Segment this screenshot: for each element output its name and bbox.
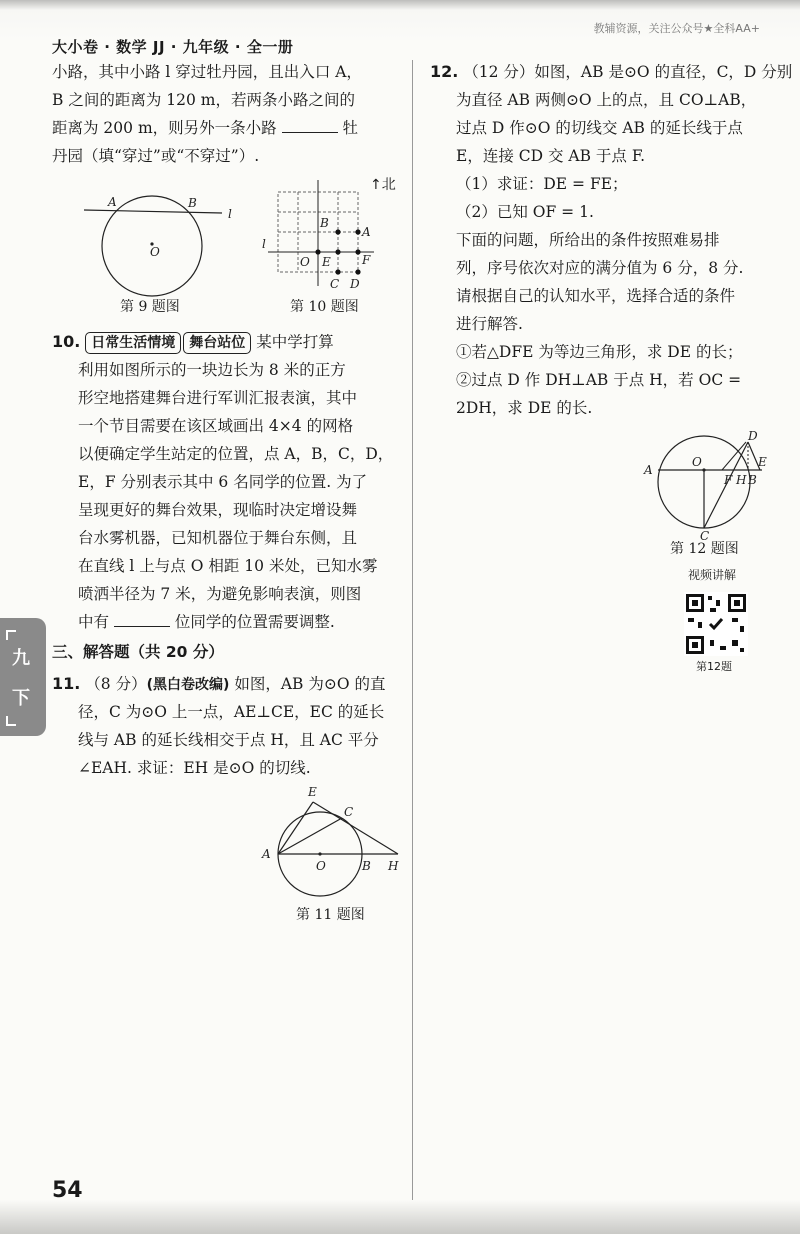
q10-line-8: 台水雾机器，已知机器位于舞台东侧，且 bbox=[78, 529, 358, 547]
q10-line-9: 在直线 l 上与点 O 相距 10 米处，已知水雾 bbox=[78, 557, 378, 575]
fig10-label-A: A bbox=[362, 225, 371, 239]
fig9-label-l: l bbox=[228, 207, 232, 221]
q10-line-4: 一个节目需要在该区域画出 4×4 的网格 bbox=[78, 417, 354, 435]
q11-line-1 bbox=[52, 670, 404, 698]
q10-number: 10. bbox=[52, 332, 81, 351]
answer-blank[interactable] bbox=[282, 118, 338, 133]
fig12-label-C: C bbox=[700, 529, 710, 540]
fig11-label-E: E bbox=[308, 785, 317, 799]
fig11-label-C: C bbox=[344, 805, 354, 819]
q12-line-1-text: （12 分）如图，AB 是⊙O 的直径，C，D 分别 bbox=[463, 63, 793, 81]
fig10-label-l: l bbox=[262, 237, 266, 251]
qr-code-icon[interactable] bbox=[684, 592, 748, 656]
q11-line-4: ∠EAH. 求证：EH 是⊙O 的切线. bbox=[78, 759, 311, 777]
q12-line-4: E，连接 CD 交 AB 于点 F. bbox=[456, 147, 646, 165]
fig10-label-B: B bbox=[320, 216, 329, 230]
q12-line-1 bbox=[430, 58, 793, 86]
q9-continuation bbox=[52, 58, 404, 170]
q10-line-11-end: 位同学的位置需要调整. bbox=[174, 613, 335, 631]
q9-line-2: B 之间的距离为 120 m，若两条小路之间的 bbox=[52, 91, 355, 109]
q10-tag-context: 日常生活情境 bbox=[85, 332, 181, 354]
fig12-label-D: D bbox=[748, 430, 758, 443]
fig10-label-O: O bbox=[300, 255, 310, 269]
fig9-caption: 第 9 题图 bbox=[120, 299, 180, 315]
fig12-label-F: F bbox=[724, 473, 733, 487]
section-3-heading: 三、解答题（共 20 分） bbox=[52, 643, 224, 661]
q10-line-1-text: 某中学打算 bbox=[256, 333, 334, 351]
q10-line-6: E，F 分别表示其中 6 名同学的位置. 为了 bbox=[78, 473, 368, 491]
grade-side-tab bbox=[0, 618, 46, 736]
fig10-label-E: E bbox=[322, 255, 331, 269]
qr-label: 第12题 bbox=[696, 660, 732, 673]
fig12-label-O: O bbox=[692, 455, 702, 469]
fig11-label-A: A bbox=[262, 847, 271, 861]
q9-line-1: 小路，其中小路 l 穿过牡丹园，且出入口 A， bbox=[52, 63, 362, 81]
fig12-label-A: A bbox=[644, 463, 653, 477]
q9-line-3-text: 距离为 200 m，则另外一条小路 bbox=[52, 119, 277, 137]
fig9-label-A: A bbox=[108, 195, 117, 209]
fig10-label-F: F bbox=[362, 253, 371, 267]
fig9-label-O: O bbox=[150, 245, 160, 259]
q11-line-2: 径，C 为⊙O 上一点，AE⊥CE，EC 的延长 bbox=[78, 703, 385, 721]
fig12-label-H: H bbox=[736, 473, 747, 487]
question-12 bbox=[430, 58, 793, 422]
q9-line-3-end: 牡 bbox=[342, 119, 359, 137]
question-10 bbox=[52, 328, 404, 666]
bracket-bottom-icon bbox=[6, 716, 16, 726]
video-label: 视频讲解 bbox=[688, 568, 737, 582]
q12-line-5: （1）求证：DE = FE； bbox=[456, 175, 628, 193]
question-11 bbox=[52, 670, 404, 782]
q11-number: 11. bbox=[52, 674, 81, 693]
fig10-label-C: C bbox=[330, 277, 340, 291]
fig9-label-B: B bbox=[188, 196, 197, 210]
q12-line-12: ②过点 D 作 DH⊥AB 于点 H，若 OC = bbox=[456, 371, 742, 389]
north-indicator: ↑北 bbox=[370, 177, 396, 193]
figure-12 bbox=[634, 430, 774, 540]
q9-line-3 bbox=[52, 114, 404, 142]
q12-line-7: 下面的问题，所给出的条件按照难易排 bbox=[456, 231, 720, 249]
q12-number: 12. bbox=[430, 62, 459, 81]
fig11-label-B: B bbox=[362, 859, 371, 873]
q10-line-10: 喷洒半径为 7 米，为避免影响表演，则图 bbox=[78, 585, 362, 603]
watermark: 教辅资源，关注公众号★全科AA+ bbox=[593, 22, 760, 35]
q9-line-4: 丹园（填“穿过”或“不穿过”）. bbox=[52, 147, 260, 165]
q10-tag-topic: 舞台站位 bbox=[183, 332, 251, 354]
fig11-caption: 第 11 题图 bbox=[296, 907, 365, 923]
q11-line-1-text: 如图，AB 为⊙O 的直 bbox=[234, 675, 386, 693]
fig10-label-D: D bbox=[350, 277, 360, 291]
q10-line-2: 利用如图所示的一块边长为 8 米的正方 bbox=[78, 361, 346, 379]
fig11-label-H: H bbox=[388, 859, 399, 873]
q12-line-9: 请根据自己的认知水平，选择合适的条件 bbox=[456, 287, 736, 305]
page-number: 54 bbox=[52, 1178, 83, 1203]
fig12-label-E: E bbox=[758, 455, 767, 469]
fig10-caption: 第 10 题图 bbox=[290, 299, 359, 315]
fig12-caption: 第 12 题图 bbox=[670, 541, 739, 557]
side-tab-line2: 下 bbox=[12, 688, 30, 709]
column-divider bbox=[412, 60, 413, 1200]
q10-line-5: 以便确定学生站定的位置，点 A，B，C，D， bbox=[78, 445, 394, 463]
header-title: 大小卷 · 数学 JJ · 九年级 · 全一册 bbox=[52, 38, 294, 56]
q10-line-3: 形空地搭建舞台进行军训汇报表演，其中 bbox=[78, 389, 358, 407]
q12-line-11: ①若△DFE 为等边三角形，求 DE 的长； bbox=[456, 343, 743, 361]
fig12-label-B: B bbox=[748, 473, 757, 487]
figure-9 bbox=[80, 188, 240, 298]
figure-11 bbox=[258, 780, 408, 898]
q11-tag: (黑白卷改编) bbox=[146, 677, 230, 693]
q10-line-7: 呈现更好的舞台效果，现临时决定增设舞 bbox=[78, 501, 358, 519]
q12-line-2: 为直径 AB 两侧⊙O 上的点，且 CO⊥AB， bbox=[456, 91, 757, 109]
fig11-label-O: O bbox=[316, 859, 326, 873]
q10-line-1 bbox=[52, 328, 404, 356]
bracket-top-icon bbox=[6, 630, 16, 640]
side-tab-line1: 九 bbox=[12, 648, 30, 669]
q12-line-3: 过点 D 作⊙O 的切线交 AB 的延长线于点 bbox=[456, 119, 743, 137]
q11-tag-text: 黑白卷改编 bbox=[152, 677, 223, 693]
answer-blank[interactable] bbox=[114, 612, 170, 627]
q10-line-11-text: 中有 bbox=[78, 613, 110, 631]
q12-line-10: 进行解答. bbox=[456, 315, 523, 333]
q12-line-6: （2）已知 OF = 1. bbox=[456, 203, 594, 221]
q11-line-3: 线与 AB 的延长线相交于点 H，且 AC 平分 bbox=[78, 731, 379, 749]
q10-line-11 bbox=[52, 608, 404, 636]
q11-score: （8 分） bbox=[85, 675, 147, 693]
q12-line-8: 列，序号依次对应的满分值为 6 分，8 分. bbox=[456, 259, 744, 277]
q12-line-13: 2DH，求 DE 的长. bbox=[456, 399, 593, 417]
